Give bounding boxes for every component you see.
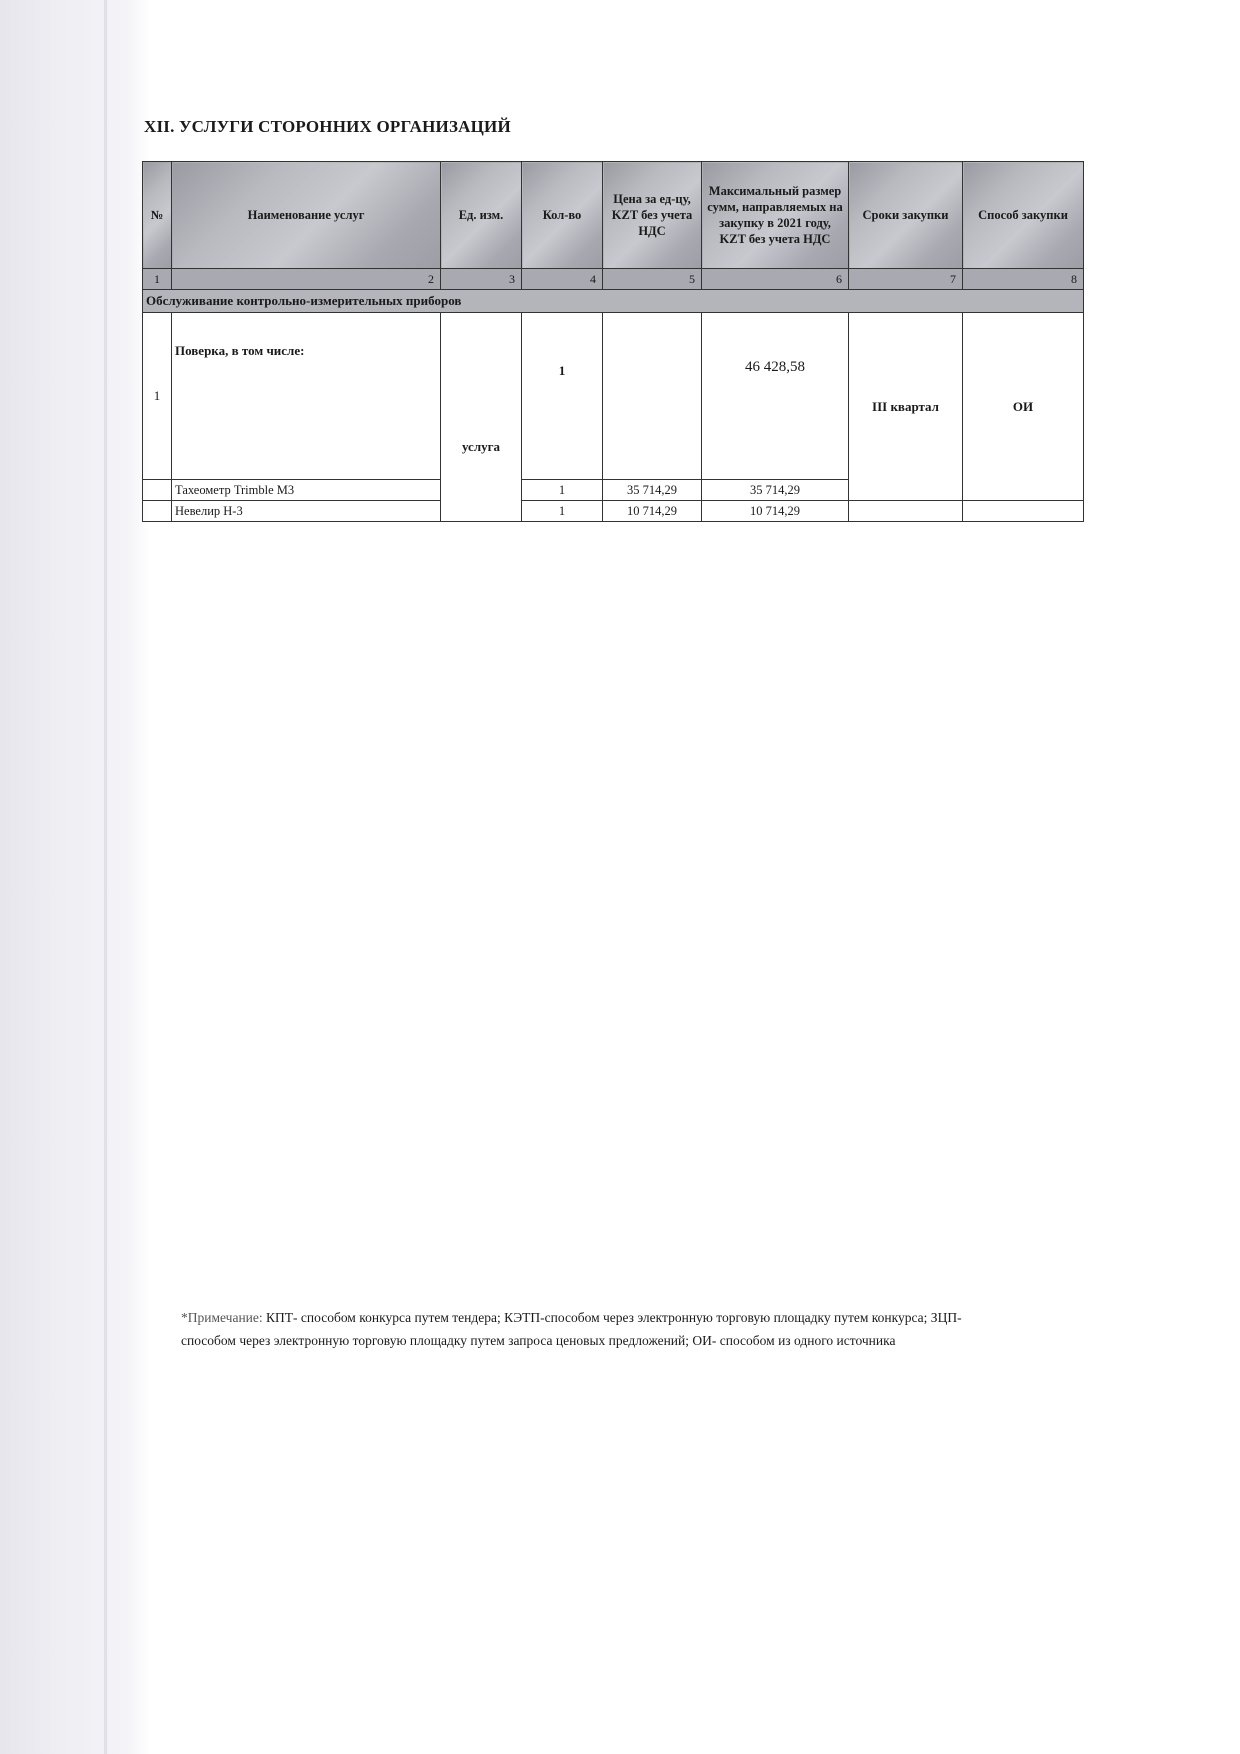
service-name: Поверка, в том числе:	[172, 313, 441, 480]
group-row	[143, 290, 1084, 313]
column-number: 5	[603, 269, 702, 290]
footnote-label: *Примечание:	[181, 1310, 263, 1325]
header-service-name: Наименование услуг	[172, 162, 441, 269]
column-number: 3	[441, 269, 522, 290]
service-name: Невелир Н-3	[172, 501, 441, 522]
header-term: Сроки закупки	[849, 162, 963, 269]
header-number: №	[143, 162, 172, 269]
term-cell: III квартал	[849, 313, 963, 501]
column-number: 2	[172, 269, 441, 290]
header-unit-price: Цена за ед-цу, KZT без учета НДС	[603, 162, 702, 269]
row-number	[143, 501, 172, 522]
column-number-row	[143, 269, 1084, 290]
max-sum-cell: 10 714,29	[702, 501, 849, 522]
unit-price-cell	[603, 313, 702, 480]
header-method: Способ закупки	[963, 162, 1084, 269]
unit-cell: услуга	[441, 313, 522, 522]
table-row	[143, 313, 1084, 480]
unit-price-cell: 35 714,29	[603, 480, 702, 501]
quantity-cell: 1	[522, 480, 603, 501]
column-number: 4	[522, 269, 603, 290]
method-cell: ОИ	[963, 313, 1084, 501]
max-sum-cell: 46 428,58	[702, 313, 849, 480]
footnote	[181, 1306, 1001, 1352]
unit-price-cell: 10 714,29	[603, 501, 702, 522]
header-unit: Ед. изм.	[441, 162, 522, 269]
max-sum-cell: 35 714,29	[702, 480, 849, 501]
table-row	[143, 501, 1084, 522]
term-cell	[849, 501, 963, 522]
group-label: Обслуживание контрольно-измерительных приборов	[143, 290, 1084, 313]
quantity-cell: 1	[522, 501, 603, 522]
services-table	[142, 161, 1084, 522]
column-number: 7	[849, 269, 963, 290]
header-max-sum: Максимальный размер сумм, направляемых на закупку в 2021 году, KZT без учета НДС	[702, 162, 849, 269]
row-number: 1	[143, 313, 172, 480]
column-number: 1	[143, 269, 172, 290]
header-quantity: Кол-во	[522, 162, 603, 269]
column-number: 8	[963, 269, 1084, 290]
method-cell	[963, 501, 1084, 522]
column-number: 6	[702, 269, 849, 290]
footnote-text: КПТ- способом конкурса путем тендера; КЭТП-способом через электронную торговую площадку путем конкурса; ЗЦП-способом через электронную торговую площадку путем запроса ценовых предложений; ОИ- способом из одного источника	[181, 1310, 962, 1348]
quantity-cell: 1	[522, 313, 603, 480]
header-row	[143, 162, 1084, 269]
section-title: XII. УСЛУГИ СТОРОННИХ ОРГАНИЗАЦИЙ	[144, 117, 511, 136]
service-name: Тахеометр Trimble M3	[172, 480, 441, 501]
row-number	[143, 480, 172, 501]
